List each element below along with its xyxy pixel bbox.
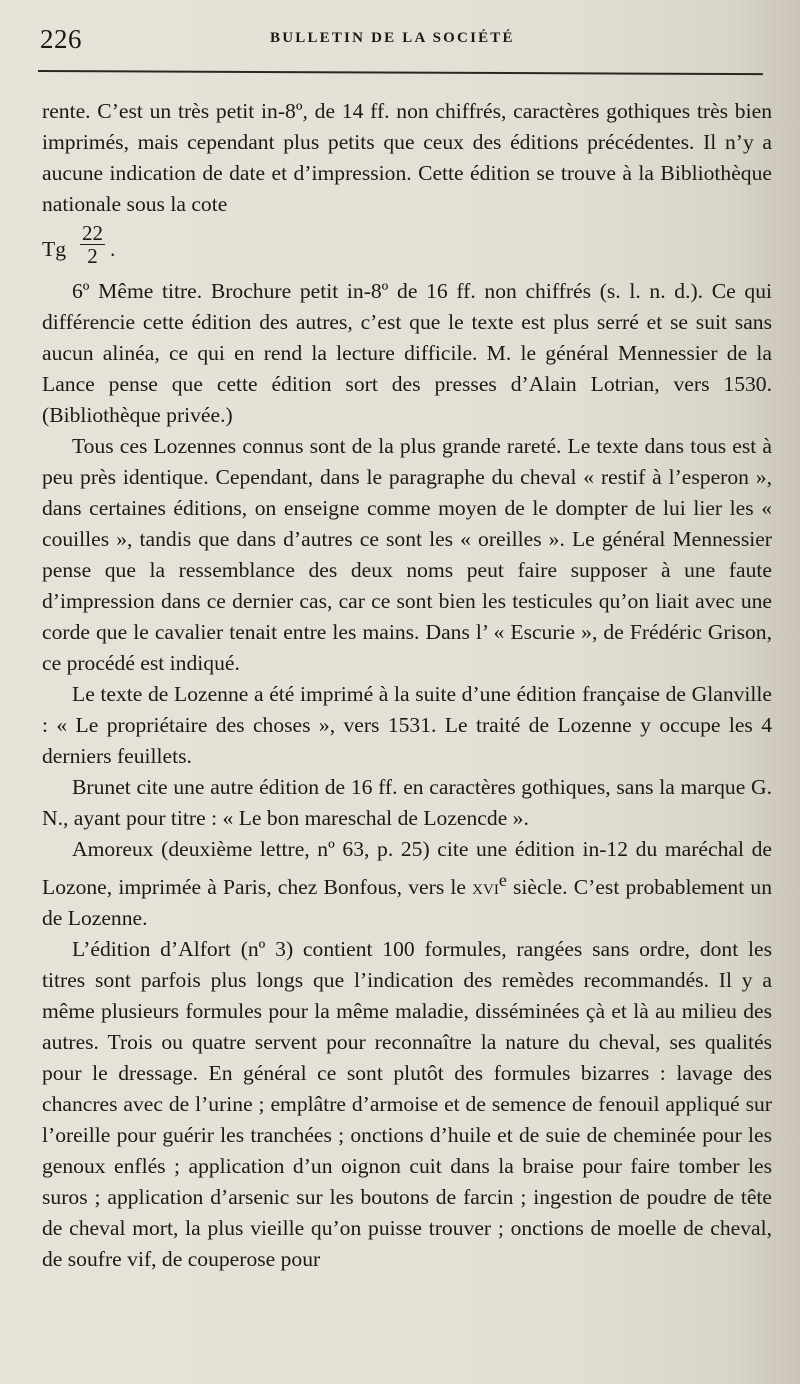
paragraph-continuation: rente. C’est un très petit in-8º, de 14 ff. non chiffrés, caractères gothiques très bien imprimés, mais cependant plus petits que ceux des éditions précédentes. Il n’y a aucune indication de date et d’impression. Cette édition se trouve à la Bibliothèque nationale sous la cote xyxy=(42,99,772,216)
amoreux-text-end: siècle. C’est probablement un de Lozenne. xyxy=(42,875,772,931)
cote-reference xyxy=(42,222,772,270)
page-number: 226 xyxy=(40,24,82,54)
header-rule xyxy=(38,70,763,75)
page-header xyxy=(40,22,780,62)
paragraph-rarity: Tous ces Lozennes connus sont de la plus grande rareté. Le texte dans tous est à peu près identique. Cependant, dans le paragraphe du cheval « restif à l’esperon », dans certaines éditions, on enseigne comme moyen de le dompter de lui lier les « couilles », tandis que dans d’autres ce sont les « oreilles ». Le général Mennessier pense que la ressemblance des deux noms peut faire supposer à une faute d’impression dans ce dernier cas, car ce sont bien les testicules qu’on liait avec une corde que le cavalier tenait entre les mains. Dans l’ « Escurie », de Frédéric Grison, ce procédé est indiqué. xyxy=(42,434,772,675)
cote-label: Tg xyxy=(42,237,66,261)
century-numeral: xvi xyxy=(472,875,499,900)
cote-numerator: 22 xyxy=(82,221,103,245)
paragraph-alfort: L’édition d’Alfort (nº 3) contient 100 formules, rangées sans ordre, dont les titres sont parfois plus longs que l’indication des remèdes recommandés. Il y a même plusieurs formules pour la même maladie, disséminées çà et là au milieu des autres. Trois ou quatre servent pour reconnaître la nature du cheval, ses qualités pour le dressage. En général ce sont plutôt des formules bizarres : lavage des chancres avec de l’urine ; emplâtre d’armoise et de semence de fenouil appliqué sur l’oreille pour guérir les tranchées ; onctions d’huile et de suie de cheminée pour les genoux enflés ; application d’un oignon cuit dans la braise pour faire tomber les suros ; application d’arsenic sur les boutons de farcin ; ingestion de poudre de tête de cheval mort, la plus vieille qu’on puisse trouver ; onctions de moelle de cheval, de soufre vif, de couperose pour xyxy=(42,937,772,1272)
paragraph-brunet: Brunet cite une autre édition de 16 ff. en caractères gothiques, sans la marque G. N., ayant pour titre : « Le bon mareschal de Lozencde ». xyxy=(42,775,772,830)
paragraph-glanville: Le texte de Lozenne a été imprimé à la suite d’une édition française de Glanville : « Le propriétaire des choses », vers 1531. Le traité de Lozenne y occupe les 4 derniers feuillets. xyxy=(42,682,772,768)
century-superscript: e xyxy=(498,870,507,890)
cote-fraction xyxy=(80,222,105,267)
cote-end: . xyxy=(110,237,116,261)
paragraph-edition-6: 6º Même titre. Brochure petit in-8º de 16 ff. non chiffrés (s. l. n. d.). Ce qui différencie cette édition des autres, c’est que le texte est plus serré et se suit sans aucun alinéa, ce qui en rend la lecture difficile. M. le général Mennessier de la Lance pense que cette édition sort des presses d’Alain Lotrian, vers 1530. (Bibliothèque privée.) xyxy=(42,279,772,427)
paragraph-amoreux xyxy=(42,834,772,934)
amoreux-text-start: Amoreux (deuxième lettre, nº 63, p. 25) cite une édition in-12 du maréchal de Lozone, imprimée à Paris, chez Bonfous, vers le xyxy=(42,837,772,900)
body-text xyxy=(42,96,772,1275)
running-title: BULLETIN DE LA SOCIÉTÉ xyxy=(270,30,515,46)
cote-denominator: 2 xyxy=(87,244,98,268)
